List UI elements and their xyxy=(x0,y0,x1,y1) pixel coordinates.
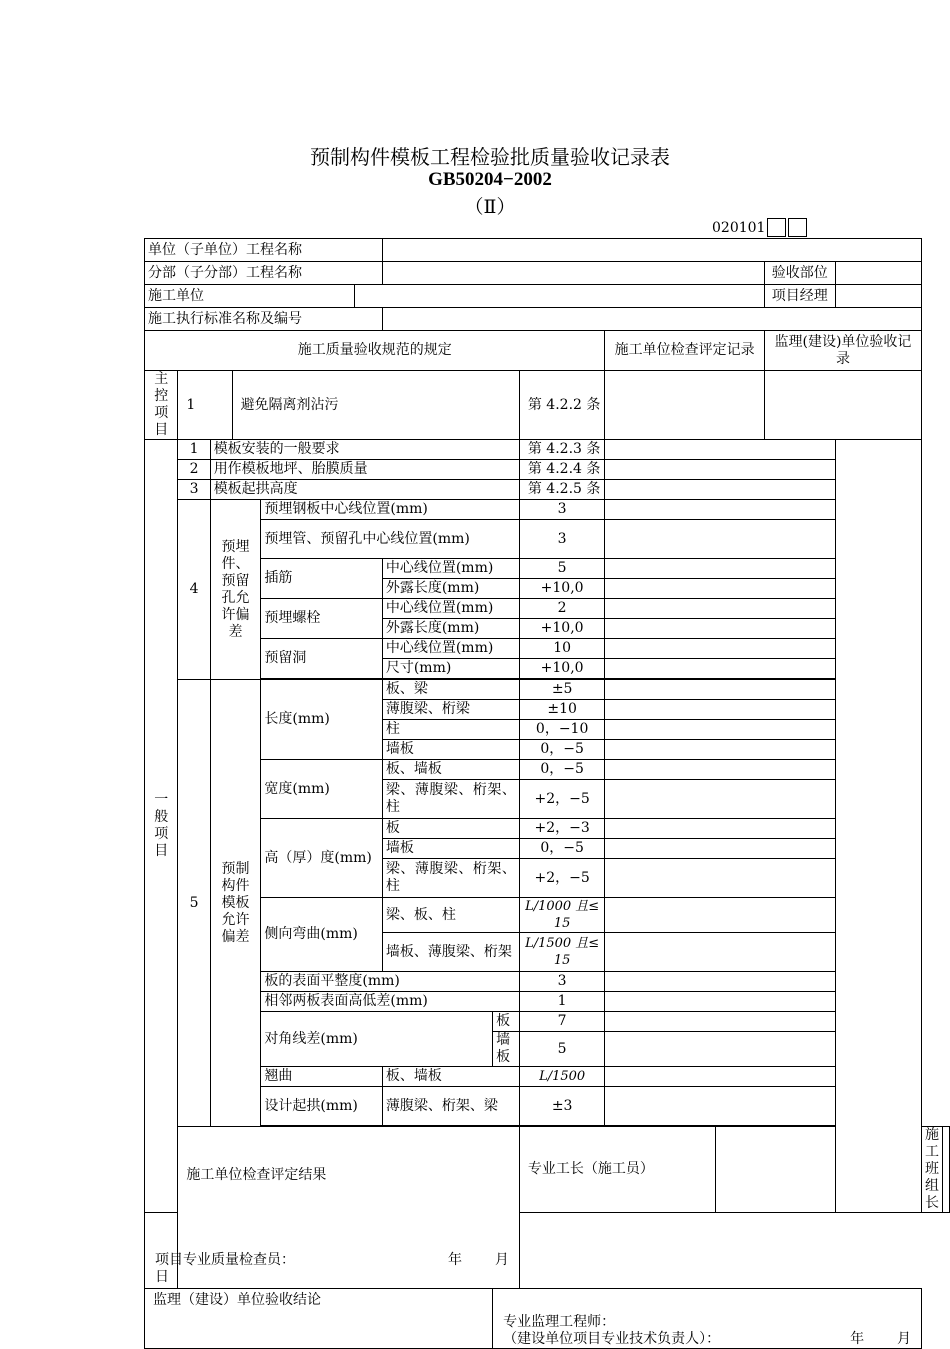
form-code xyxy=(712,218,807,237)
standard-label: 施工执行标准名称及编号 xyxy=(145,308,383,331)
height-val-3: +2，−5 xyxy=(519,859,605,898)
height-check-3[interactable] xyxy=(605,859,835,898)
standard-field[interactable] xyxy=(382,308,921,331)
inspector-area[interactable] xyxy=(145,1213,520,1289)
height-val-2: 0，−5 xyxy=(519,839,605,859)
camber-sub: 薄腹梁、桁架、梁 xyxy=(382,1087,519,1126)
item4-bolt-check1[interactable] xyxy=(605,599,835,619)
bend-sub-2: 墙板、薄腹梁、桁架 xyxy=(382,933,519,972)
bend-val-1: L/1000 且≤15 xyxy=(519,898,605,933)
general-no-2: 2 xyxy=(178,460,210,480)
project-manager-label: 项目经理 xyxy=(764,285,835,308)
form-code-text: 020101 xyxy=(712,219,766,236)
item4-hole-v1: 10 xyxy=(519,639,605,659)
unit-project-field[interactable] xyxy=(382,239,921,262)
item4-hole-check1[interactable] xyxy=(605,639,835,659)
item4-r1-name: 预埋钢板中心线位置(mm) xyxy=(261,500,519,520)
len-val-1: ±5 xyxy=(519,680,605,700)
inspector-day: 日 xyxy=(155,1269,169,1285)
height-sub-1: 板 xyxy=(382,819,519,839)
len-sub-3: 柱 xyxy=(382,720,519,740)
item4-rebar-v2: +10,0 xyxy=(519,579,605,599)
item4-hole-sub1: 中心线位置(mm) xyxy=(382,639,519,659)
supervision-header: 监理(建设)单位验收记录 xyxy=(764,331,921,371)
len-val-3: 0，−10 xyxy=(519,720,605,740)
item5-no: 5 xyxy=(178,680,210,1127)
item4-r2-name: 预埋管、预留孔中心线位置(mm) xyxy=(261,520,519,559)
general-clause-2: 第 4.2.4 条 xyxy=(519,460,605,480)
len-check-4[interactable] xyxy=(605,740,835,760)
item5-label: 预制构件模板允许偏差 xyxy=(210,680,261,1127)
width-check-2[interactable] xyxy=(605,780,835,819)
item4-bolt-check2[interactable] xyxy=(605,619,835,639)
item4-hole-name: 预留洞 xyxy=(261,639,382,679)
item4-rebar-check2[interactable] xyxy=(605,579,835,599)
height-val-1: +2，−3 xyxy=(519,819,605,839)
team-leader-field[interactable] xyxy=(943,1127,950,1213)
item4-bolt-v2: +10,0 xyxy=(519,619,605,639)
flatness-name: 板的表面平整度(mm) xyxy=(261,972,519,992)
construction-unit-label: 施工单位 xyxy=(145,285,355,308)
main-control-item: 避免隔离剂沾污 xyxy=(232,371,519,440)
adjacent-name: 相邻两板表面高低差(mm) xyxy=(261,992,519,1012)
main-control-no: 1 xyxy=(178,371,232,440)
item4-bolt-name: 预埋螺栓 xyxy=(261,599,382,639)
general-item-2: 用作模板地坪、胎膜质量 xyxy=(210,460,519,480)
height-name: 高（厚）度(mm) xyxy=(261,819,382,898)
item4-bolt-sub2: 外露长度(mm) xyxy=(382,619,519,639)
bend-sub-1: 梁、板、柱 xyxy=(382,898,519,933)
general-check-2[interactable] xyxy=(605,460,835,480)
width-val-2: +2，−5 xyxy=(519,780,605,819)
item4-r2-check[interactable] xyxy=(605,520,835,559)
foreman-field[interactable] xyxy=(716,1127,836,1213)
supervision-month: 月 xyxy=(897,1331,911,1347)
height-sub-2: 墙板 xyxy=(382,839,519,859)
acceptance-table xyxy=(144,238,950,1349)
general-item-3: 模板起拱高度 xyxy=(210,480,519,500)
width-check-1[interactable] xyxy=(605,760,835,780)
diag-name: 对角线差(mm) xyxy=(261,1012,493,1067)
item4-r2-value: 3 xyxy=(519,520,605,559)
acceptance-part-field[interactable] xyxy=(835,262,921,285)
acceptance-part-label: 验收部位 xyxy=(764,262,835,285)
len-sub-1: 板、梁 xyxy=(382,680,519,700)
item4-label: 预埋件、预留孔允许偏差 xyxy=(210,500,261,680)
adjacent-val: 1 xyxy=(519,992,605,1012)
item4-r1-value: 3 xyxy=(519,500,605,520)
diag-sub-1: 板 xyxy=(493,1012,520,1032)
adjacent-check[interactable] xyxy=(605,992,835,1012)
general-clause-3: 第 4.2.5 条 xyxy=(519,480,605,500)
unit-check-header: 施工单位检查评定记录 xyxy=(605,331,765,371)
item4-rebar-check1[interactable] xyxy=(605,559,835,579)
general-no-3: 3 xyxy=(178,480,210,500)
len-check-1[interactable] xyxy=(605,680,835,700)
len-sub-2: 薄腹梁、桁梁 xyxy=(382,700,519,720)
inspector-month: 月 xyxy=(494,1252,509,1268)
item4-hole-check2[interactable] xyxy=(605,659,835,679)
owner-label: （建设单位项目专业技术负责人）： xyxy=(503,1331,721,1347)
code-box-1[interactable] xyxy=(767,218,786,237)
warp-val: L/1500 xyxy=(519,1067,605,1087)
construction-unit-field[interactable] xyxy=(354,285,764,308)
general-check-3[interactable] xyxy=(605,480,835,500)
form-title: 预制构件模板工程检验批质量验收记录表 xyxy=(310,145,670,169)
item4-rebar-v1: 5 xyxy=(519,559,605,579)
supervision-label: 监理（建设）单位验收结论 xyxy=(145,1289,493,1349)
item4-bolt-v1: 2 xyxy=(519,599,605,619)
diag-val-2: 5 xyxy=(519,1032,605,1067)
supervision-year: 年 xyxy=(850,1331,865,1347)
width-val-1: 0，−5 xyxy=(519,760,605,780)
diag-val-1: 7 xyxy=(519,1012,605,1032)
bend-val-2: L/1500 且≤15 xyxy=(519,933,605,972)
sub-project-field[interactable] xyxy=(382,262,764,285)
inspector-label: 项目专业质量检查员： xyxy=(155,1252,295,1268)
item4-hole-v2: +10,0 xyxy=(519,659,605,679)
width-name: 宽度(mm) xyxy=(261,760,382,819)
camber-val: ±3 xyxy=(519,1087,605,1126)
warp-sub: 板、墙板 xyxy=(382,1067,519,1087)
main-control-group: 主控项目 xyxy=(145,371,178,440)
main-control-supervision[interactable] xyxy=(764,371,921,440)
len-val-4: 0，−5 xyxy=(519,740,605,760)
warp-name: 翘曲 xyxy=(261,1067,382,1087)
diag-check-2[interactable] xyxy=(605,1032,835,1067)
item4-rebar-name: 插筋 xyxy=(261,559,382,599)
unit-project-label: 单位（子单位）工程名称 xyxy=(145,239,383,262)
camber-check[interactable] xyxy=(605,1087,835,1126)
supervision-area[interactable] xyxy=(493,1289,922,1349)
bend-check-1[interactable] xyxy=(605,898,835,933)
height-check-2[interactable] xyxy=(605,839,835,859)
item4-hole-sub2: 尺寸(mm) xyxy=(382,659,519,679)
general-item-1: 模板安装的一般要求 xyxy=(210,440,519,460)
spec-header: 施工质量验收规范的规定 xyxy=(145,331,605,371)
item4-no: 4 xyxy=(178,500,210,680)
general-no-1: 1 xyxy=(178,440,210,460)
len-name: 长度(mm) xyxy=(261,680,382,760)
general-clause-1: 第 4.2.3 条 xyxy=(519,440,605,460)
item4-rebar-sub2: 外露长度(mm) xyxy=(382,579,519,599)
width-sub-2: 梁、薄腹梁、桁架、柱 xyxy=(382,780,519,819)
item4-r1-check[interactable] xyxy=(605,500,835,520)
form-part: （Ⅱ） xyxy=(464,196,516,218)
standard-code: GB50204−2002 xyxy=(428,169,552,190)
main-control-check[interactable] xyxy=(605,371,765,440)
unit-result-label: 施工单位检查评定结果 xyxy=(178,1127,519,1289)
project-manager-field[interactable] xyxy=(835,285,921,308)
code-box-2[interactable] xyxy=(788,218,807,237)
general-group: 一般项目 xyxy=(145,440,178,1213)
item4-bolt-sub1: 中心线位置(mm) xyxy=(382,599,519,619)
flatness-check[interactable] xyxy=(605,972,835,992)
len-val-2: ±10 xyxy=(519,700,605,720)
foreman-label: 专业工长（施工员） xyxy=(519,1127,715,1213)
diag-sub-2: 墙板 xyxy=(493,1032,520,1067)
team-leader-label: 施工班组长 xyxy=(922,1127,943,1213)
len-check-2[interactable] xyxy=(605,700,835,720)
height-check-1[interactable] xyxy=(605,819,835,839)
general-check-1[interactable] xyxy=(605,440,835,460)
diag-check-1[interactable] xyxy=(605,1012,835,1032)
camber-name: 设计起拱(mm) xyxy=(261,1087,382,1126)
warp-check[interactable] xyxy=(605,1067,835,1087)
bend-name: 侧向弯曲(mm) xyxy=(261,898,382,972)
len-sub-4: 墙板 xyxy=(382,740,519,760)
flatness-val: 3 xyxy=(519,972,605,992)
general-supervision[interactable] xyxy=(835,440,921,1213)
item4-rebar-sub1: 中心线位置(mm) xyxy=(382,559,519,579)
width-sub-1: 板、墙板 xyxy=(382,760,519,780)
engineer-label: 专业监理工程师： xyxy=(503,1314,616,1330)
bend-check-2[interactable] xyxy=(605,933,835,972)
len-check-3[interactable] xyxy=(605,720,835,740)
main-control-clause: 第 4.2.2 条 xyxy=(519,371,605,440)
height-sub-3: 梁、薄腹梁、桁架、柱 xyxy=(382,859,519,898)
inspector-year: 年 xyxy=(447,1252,462,1268)
sub-project-label: 分部（子分部）工程名称 xyxy=(145,262,383,285)
